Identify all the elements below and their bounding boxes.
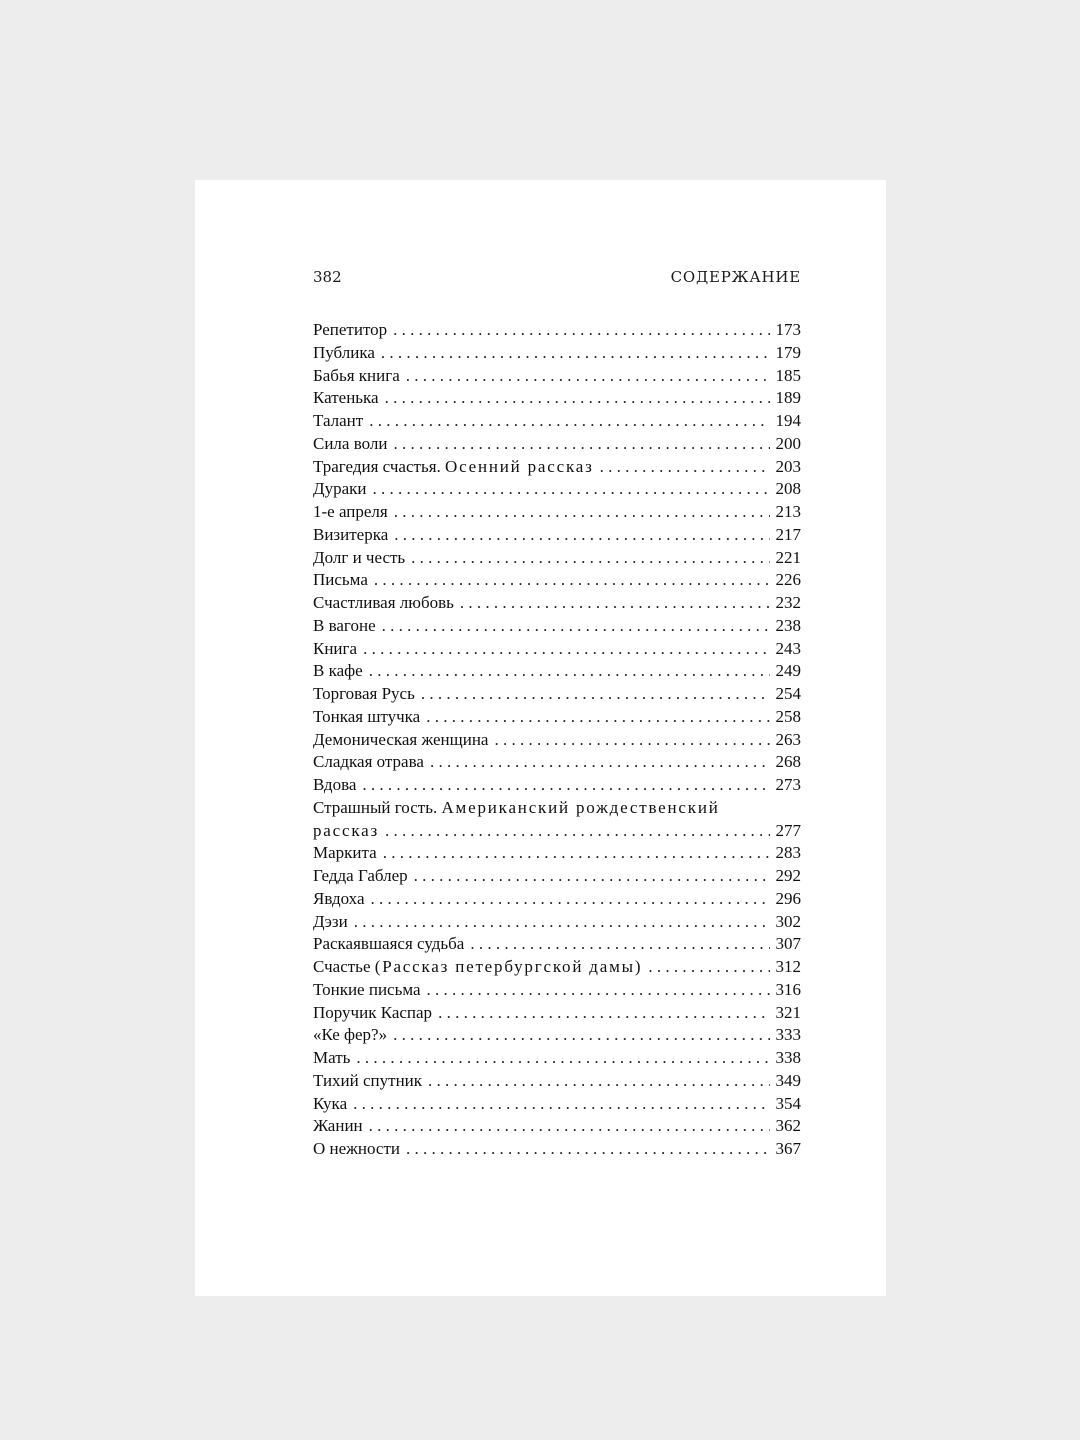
dot-leader <box>406 365 770 388</box>
toc-entry <box>313 592 801 615</box>
page-number: 382 <box>313 268 342 286</box>
dot-leader <box>374 569 770 592</box>
toc-entry-page: 179 <box>775 342 801 362</box>
toc-entry <box>313 911 801 934</box>
dot-leader <box>354 911 770 934</box>
dot-leader <box>394 524 769 547</box>
toc-entry-page: 302 <box>775 911 801 931</box>
toc-entry-page: 354 <box>775 1093 801 1113</box>
toc-entry <box>313 933 801 956</box>
toc-entry-page: 243 <box>775 638 801 658</box>
toc-entry-title: Поручик Каспар <box>313 1002 433 1022</box>
toc-entry-title-main: Страшный гость. <box>313 797 438 817</box>
toc-entry-title: Письма <box>313 570 368 590</box>
toc-entry-page: 213 <box>775 502 801 521</box>
toc-entry-title: В вагоне <box>313 615 376 635</box>
toc-entry-title: Талант <box>313 411 364 430</box>
toc-entry-page: 203 <box>775 456 801 476</box>
toc-entry <box>313 456 801 479</box>
dot-leader <box>648 956 769 979</box>
toc-entry-title: Маркита <box>313 843 377 863</box>
dot-leader <box>428 1070 769 1093</box>
toc-entry-page: 283 <box>775 843 801 863</box>
toc-entry-title: Раскаявшаяся судьба <box>313 934 465 954</box>
toc-entry-title: О нежности <box>313 1139 401 1158</box>
dot-leader <box>393 319 769 342</box>
toc-entry-page: 173 <box>775 320 801 339</box>
toc-entry-page: 362 <box>775 1116 801 1136</box>
toc-entry <box>313 1093 801 1116</box>
toc-entry-title: Бабья книга <box>313 365 400 385</box>
toc-entry-wrapped-line <box>313 797 801 820</box>
toc-entry-page: 200 <box>775 433 801 453</box>
toc-entry-subtitle-cont: рассказ <box>313 820 379 840</box>
dot-leader <box>353 1093 769 1116</box>
toc-entry-title: «Ке фер?» <box>313 1025 388 1045</box>
toc-entry <box>313 387 801 410</box>
toc-entry <box>313 1047 801 1070</box>
toc-entry <box>313 683 801 706</box>
toc-entry-title <box>313 456 594 479</box>
dot-leader <box>369 660 770 683</box>
toc-entry-title: Сладкая отрава <box>313 752 424 772</box>
dot-leader <box>371 888 770 911</box>
toc-entry-page: 194 <box>775 411 801 430</box>
toc-entry <box>313 979 801 1002</box>
toc-entry-title: Жанин <box>313 1116 363 1136</box>
toc-entry <box>313 729 801 752</box>
toc-entry <box>313 365 801 388</box>
toc-entry <box>313 638 801 661</box>
toc-entry-title: Мать <box>313 1048 351 1067</box>
toc-entry <box>313 1115 801 1138</box>
toc-entry-title: Торговая Русь <box>313 684 415 703</box>
toc-entry <box>313 615 801 638</box>
dot-leader <box>393 1024 769 1047</box>
dot-leader <box>363 638 769 661</box>
toc-entry <box>313 774 801 797</box>
section-title: СОДЕРЖАНИЕ <box>670 268 801 286</box>
toc-entry-page: 277 <box>775 820 801 840</box>
dot-leader <box>406 1138 769 1161</box>
dot-leader <box>373 478 770 501</box>
toc-entry <box>313 888 801 911</box>
toc-entry-subtitle: Американский рождественский <box>441 797 720 817</box>
toc-entry-page: 321 <box>775 1002 801 1022</box>
toc-entry-page: 189 <box>775 388 801 408</box>
toc-entry-title: Кука <box>313 1093 348 1113</box>
toc-entry <box>313 547 801 570</box>
dot-leader <box>470 933 769 956</box>
toc-entry <box>313 751 801 774</box>
dot-leader <box>381 342 770 365</box>
toc-entry-page: 273 <box>775 775 801 794</box>
toc-entry-title: 1-е апреля <box>313 502 388 521</box>
toc-entry-page: 238 <box>775 615 801 635</box>
toc-entry-title: Тихий спутник <box>313 1070 423 1090</box>
toc-entry-page: 263 <box>775 729 801 749</box>
dot-leader <box>600 456 770 479</box>
toc-entry-title: Вдова <box>313 775 357 794</box>
dot-leader <box>356 1047 769 1070</box>
toc-entry-title: Счастливая любовь <box>313 593 454 612</box>
toc-entry <box>313 660 801 683</box>
toc-entry-page: 232 <box>775 593 801 612</box>
toc-entry-title: Катенька <box>313 388 379 408</box>
toc-entry-page: 217 <box>775 524 801 544</box>
toc-entry-page: 296 <box>775 888 801 908</box>
toc-entry <box>313 569 801 592</box>
toc-entry-subtitle: Осенний рассказ <box>445 456 594 476</box>
toc-entry-title: Явдоха <box>313 888 365 908</box>
dot-leader <box>385 820 770 843</box>
toc-entry-page: 338 <box>775 1048 801 1067</box>
dot-leader <box>494 729 769 752</box>
toc-entry-title: Книга <box>313 638 358 658</box>
toc-entry-title: Тонкие письма <box>313 979 421 999</box>
book-page <box>195 180 886 1296</box>
dot-leader <box>385 387 770 410</box>
toc-entry <box>313 1002 801 1025</box>
dot-leader <box>369 1115 770 1138</box>
dot-leader <box>411 547 769 570</box>
toc-entry-title: Публика <box>313 342 375 362</box>
running-head <box>313 268 801 292</box>
toc-entry <box>313 956 801 979</box>
toc-entry-title <box>313 956 642 979</box>
toc-entry-page: 185 <box>775 365 801 385</box>
toc-entry-page: 258 <box>775 706 801 726</box>
toc-entry <box>313 524 801 547</box>
toc-entry-page: 316 <box>775 979 801 999</box>
toc-entry-page: 312 <box>775 957 801 976</box>
toc-entry-page: 268 <box>775 752 801 772</box>
toc-entry-title: Сила воли <box>313 433 388 453</box>
toc-entry-title: Дэзи <box>313 911 348 931</box>
toc-entry <box>313 1138 801 1161</box>
dot-leader <box>421 683 770 706</box>
toc-entry-page: 221 <box>775 547 801 567</box>
toc-entry <box>313 410 801 433</box>
toc-entry <box>313 319 801 342</box>
toc-entry-title: Долг и честь <box>313 547 406 567</box>
dot-leader <box>382 615 770 638</box>
dot-leader <box>438 1002 769 1025</box>
toc-entry <box>313 433 801 456</box>
toc-entry <box>313 820 801 843</box>
dot-leader <box>430 751 770 774</box>
toc-entry-page: 249 <box>775 661 801 681</box>
toc-entry <box>313 706 801 729</box>
toc-entry <box>313 1070 801 1093</box>
table-of-contents <box>313 319 801 1161</box>
toc-entry <box>313 842 801 865</box>
toc-entry <box>313 478 801 501</box>
toc-entry-title: Гедда Габлер <box>313 866 408 885</box>
toc-entry-title: В кафе <box>313 661 363 681</box>
toc-entry-page: 292 <box>775 866 801 885</box>
toc-entry-title: Репетитор <box>313 320 388 339</box>
dot-leader <box>427 979 770 1002</box>
toc-entry-title: Визитерка <box>313 524 389 544</box>
toc-entry <box>313 865 801 888</box>
toc-entry-page: 208 <box>775 479 801 499</box>
toc-entry-page: 349 <box>775 1070 801 1090</box>
dot-leader <box>460 592 770 615</box>
toc-entry <box>313 501 801 524</box>
toc-entry-page: 254 <box>775 684 801 703</box>
toc-entry-title: Демоническая женщина <box>313 729 489 749</box>
dot-leader <box>394 501 770 524</box>
toc-entry <box>313 342 801 365</box>
toc-entry-title: Дураки <box>313 479 367 499</box>
dot-leader <box>369 410 769 433</box>
dot-leader <box>393 433 769 456</box>
dot-leader <box>414 865 770 888</box>
dot-leader <box>426 706 769 729</box>
toc-entry-title-main: Счастье <box>313 957 371 976</box>
toc-entry-subtitle: (Рассказ петербургской дамы) <box>374 957 643 976</box>
dot-leader <box>362 774 769 797</box>
toc-entry-page: 307 <box>775 934 801 954</box>
toc-entry-page: 333 <box>775 1025 801 1045</box>
toc-entry-page: 226 <box>775 570 801 590</box>
toc-entry-title-main: Трагедия счастья. <box>313 456 441 476</box>
toc-entry <box>313 1024 801 1047</box>
dot-leader <box>383 842 770 865</box>
toc-entry-title: Тонкая штучка <box>313 706 421 726</box>
toc-entry-page: 367 <box>775 1139 801 1158</box>
